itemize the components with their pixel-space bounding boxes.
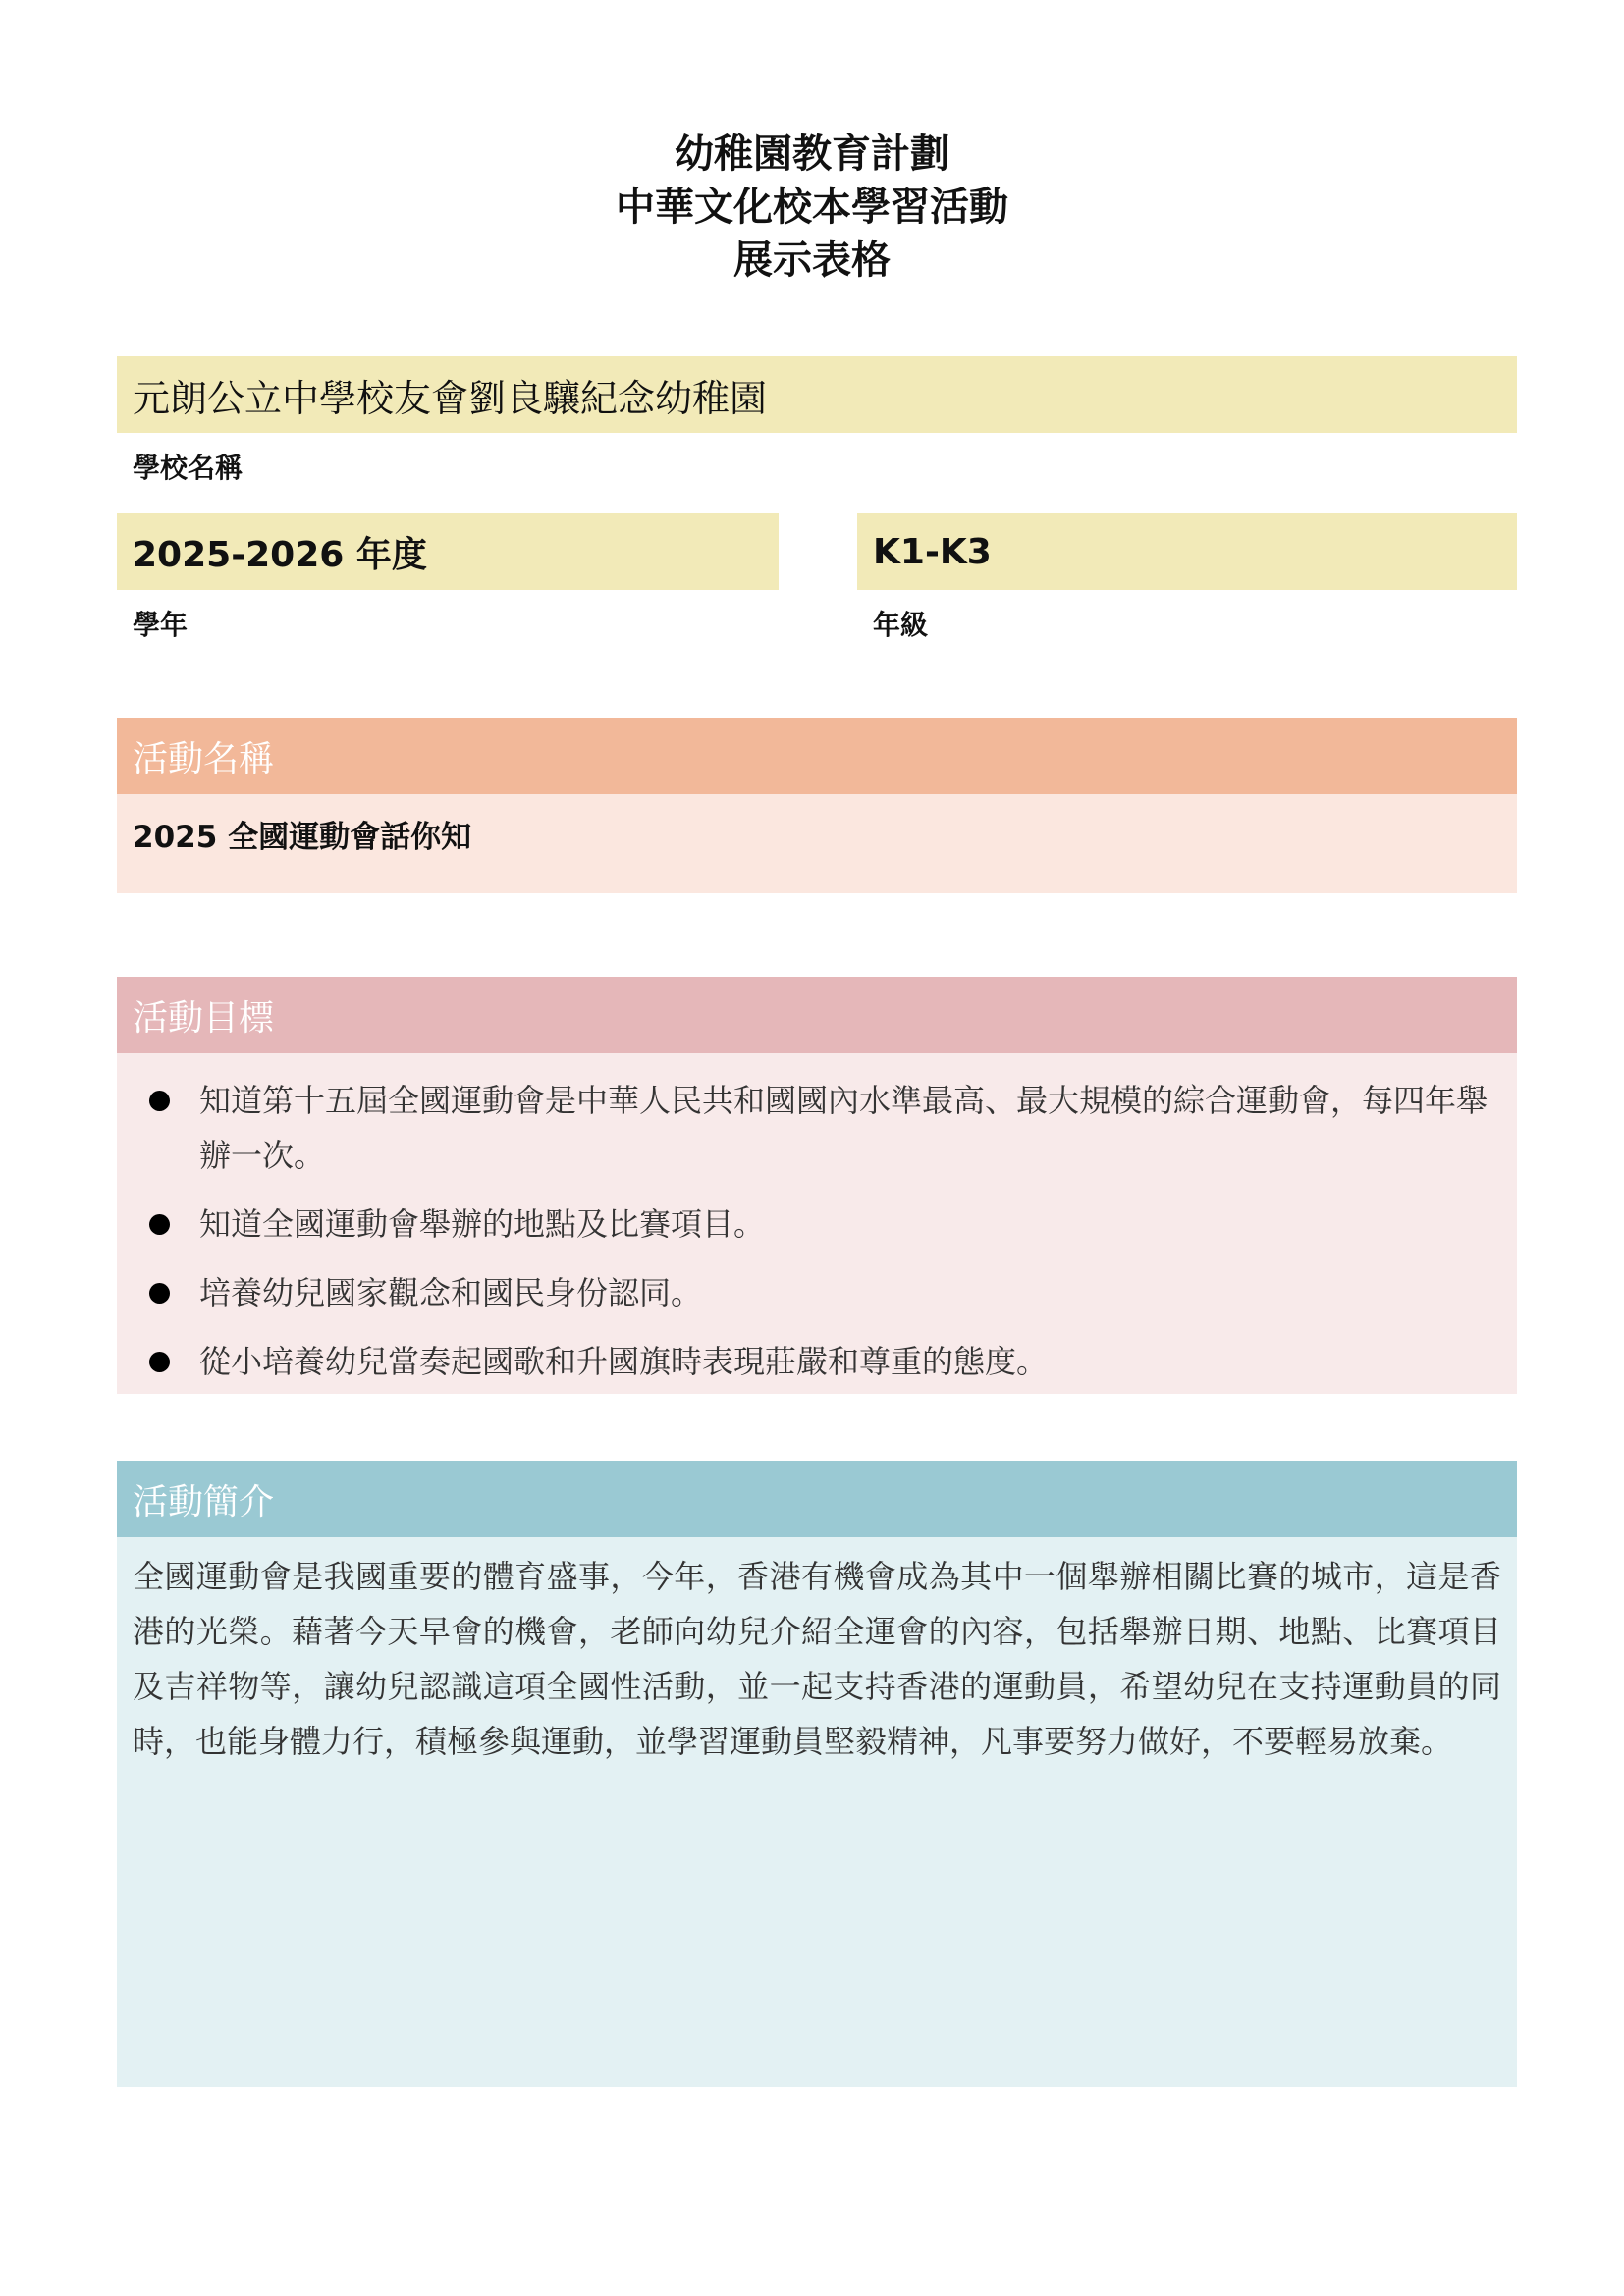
activity-name-section [117,718,1517,893]
goal-text: 知道第十五屆全國運動會是中華人民共和國國內水準最高、最大規模的綜合運動會，每四年舉辦一次。 [199,1082,1489,1174]
title-line-1: 幼稚園教育計劃 [675,132,949,177]
bullet-icon [149,1214,170,1235]
bullet-icon [149,1283,170,1304]
activity-goals-header: 活動目標 [117,977,1517,1053]
goal-text: 培養幼兒國家觀念和國民身份認同。 [199,1274,703,1311]
goal-text: 從小培養幼兒當奏起國歌和升國旗時表現莊嚴和尊重的態度。 [199,1343,1049,1380]
title-line-2: 中華文化校本學習活動 [616,185,1008,230]
school-name-field[interactable]: 元朗公立中學校友會劉良驤紀念幼稚園 [117,356,1517,433]
activity-goals-body[interactable] [117,1053,1517,1394]
title-line-3: 展示表格 [733,238,891,283]
school-year-label: 學年 [133,609,189,641]
grade-label: 年級 [873,609,929,641]
school-name-label: 學校名稱 [133,452,244,484]
activity-name-header: 活動名稱 [117,718,1517,794]
goal-item [133,1265,1501,1320]
bullet-icon [149,1091,170,1111]
activity-intro-header: 活動簡介 [117,1461,1517,1537]
goal-item [133,1197,1501,1252]
activity-intro-section [117,1461,1517,2087]
bullet-icon [149,1352,170,1372]
goal-list [133,1073,1501,1389]
activity-name-value[interactable]: 2025 全國運動會話你知 [117,794,1517,893]
school-year-field[interactable]: 2025-2026 年度 [117,513,779,590]
goal-item [133,1073,1501,1183]
activity-intro-text[interactable]: 全國運動會是我國重要的體育盛事，今年，香港有機會成為其中一個舉辦相關比賽的城市，這是香港的光榮。藉著今天早會的機會，老師向幼兒介紹全運會的內容，包括舉辦日期、地點、比賽項目及吉祥物等，讓幼兒認識這項全國性活動，並一起支持香港的運動員，希望幼兒在支持運動員的同時，也能身體力行，積極參與運動，並學習運動員堅毅精神，凡事要努力做好，不要輕易放棄。 [117,1537,1517,2087]
grade-field[interactable]: K1-K3 [857,513,1517,590]
form-title [0,128,1624,287]
activity-goals-section [117,977,1517,1394]
goal-item [133,1334,1501,1389]
goal-text: 知道全國運動會舉辦的地點及比賽項目。 [199,1205,766,1243]
